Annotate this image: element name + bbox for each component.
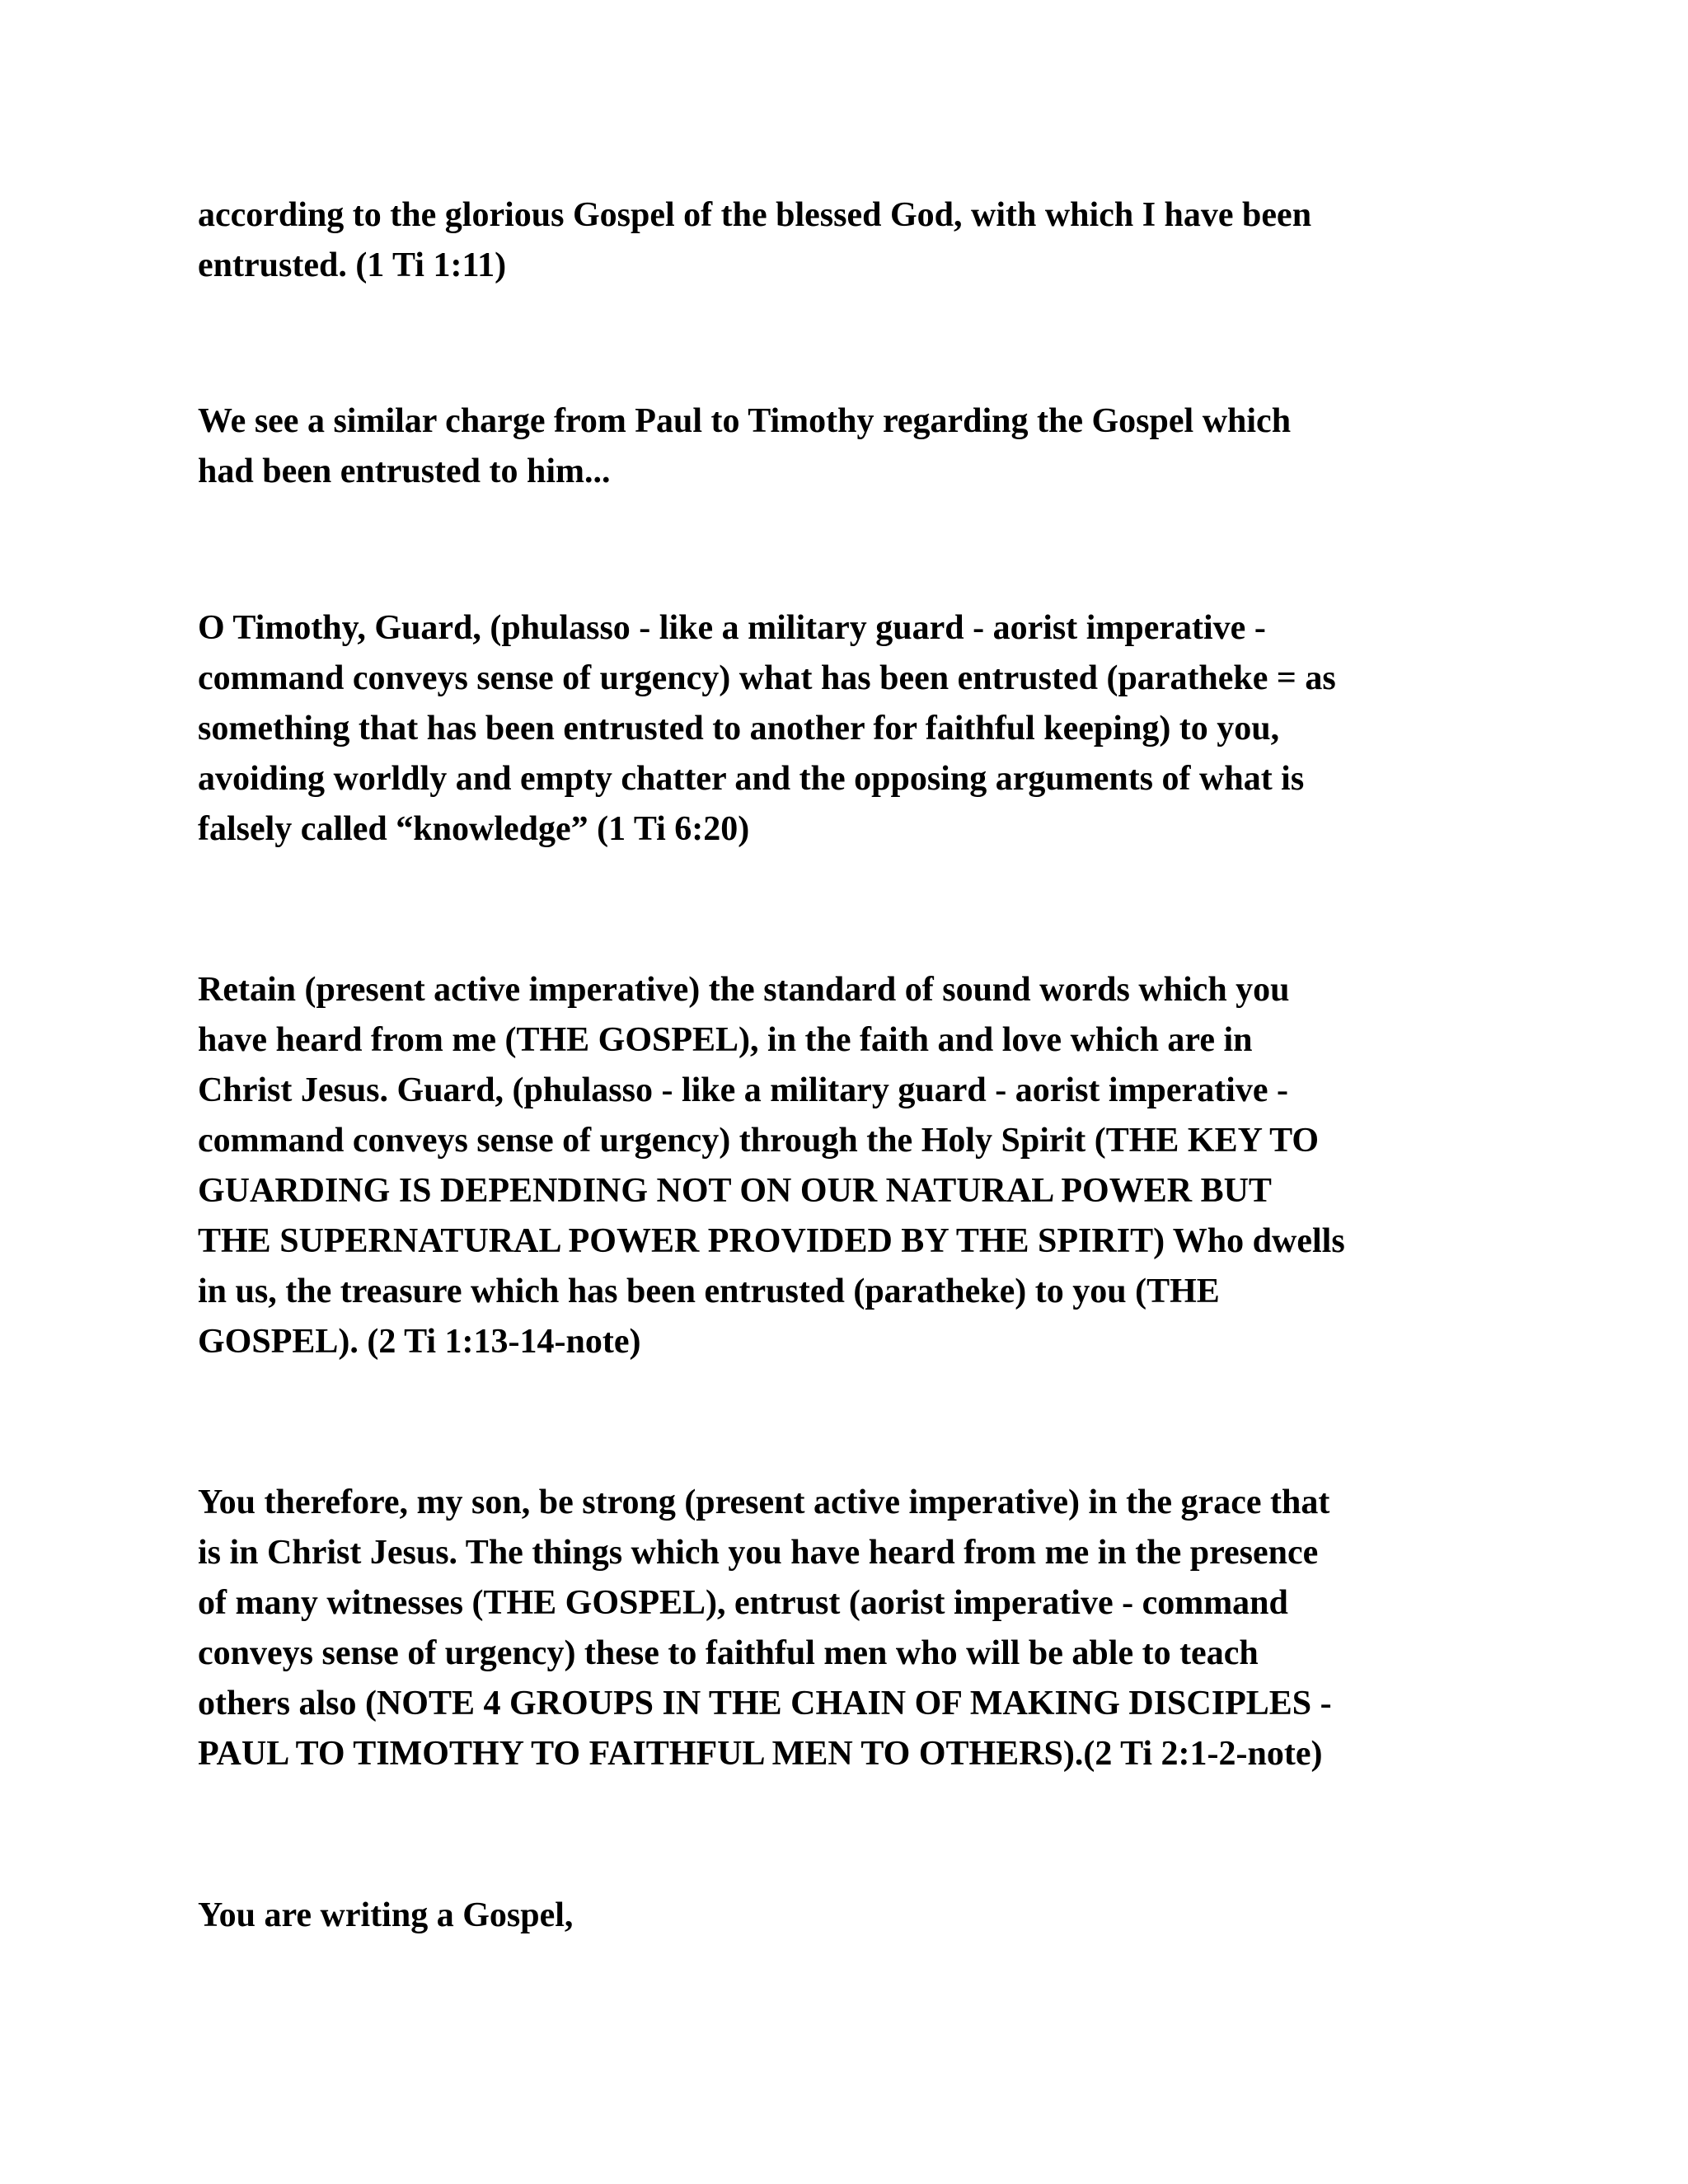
text-line: is in Christ Jesus. The things which you have heard from me in the presence (198, 1534, 1319, 1572)
text-line: You therefore, my son, be strong (present active imperative) in the grace that (198, 1483, 1330, 1521)
text-line: command conveys sense of urgency) through the Holy Spirit (THE KEY TO (198, 1122, 1320, 1160)
text-line: PAUL TO TIMOTHY TO FAITHFUL MEN TO OTHERS).(2 Ti 2:1-2-note) (198, 1735, 1323, 1773)
paragraph-similar-charge (198, 396, 1500, 497)
text-line: falsely called “knowledge” (1 Ti 6:20) (198, 810, 750, 848)
paragraph-writing-a-gospel (198, 1891, 1500, 1941)
text-line: GUARDING IS DEPENDING NOT ON OUR NATURAL POWER BUT (198, 1172, 1272, 1210)
text-line: avoiding worldly and empty chatter and the opposing arguments of what is (198, 760, 1305, 798)
text-line: according to the glorious Gospel of the blessed God, with which I have been (198, 196, 1312, 234)
text-line: command conveys sense of urgency) what has been entrusted (paratheke = as (198, 659, 1336, 697)
text-line: THE SUPERNATURAL POWER PROVIDED BY THE SPIRIT) Who dwells (198, 1222, 1345, 1260)
text-line: O Timothy, Guard, (phulasso - like a military guard - aorist imperative - (198, 609, 1266, 647)
text-line: of many witnesses (THE GOSPEL), entrust (aorist imperative - command (198, 1584, 1288, 1622)
text-line: have heard from me (THE GOSPEL), in the faith and love which are in (198, 1021, 1253, 1059)
text-line: You are writing a Gospel, (198, 1896, 574, 1934)
paragraph-2-timothy-1-13-14 (198, 965, 1500, 1367)
paragraph-1-timothy-1-11 (198, 190, 1500, 291)
paragraph-2-timothy-2-1-2 (198, 1478, 1500, 1779)
text-line: GOSPEL). (2 Ti 1:13-14-note) (198, 1323, 641, 1361)
text-line: had been entrusted to him... (198, 452, 611, 490)
paragraph-1-timothy-6-20 (198, 603, 1500, 855)
text-line: others also (NOTE 4 GROUPS IN THE CHAIN OF MAKING DISCIPLES - (198, 1685, 1332, 1722)
text-line: Christ Jesus. Guard, (phulasso - like a military guard - aorist imperative - (198, 1071, 1288, 1109)
text-line: something that has been entrusted to another for faithful keeping) to you, (198, 710, 1280, 748)
text-line: entrusted. (1 Ti 1:11) (198, 246, 507, 284)
text-line: We see a similar charge from Paul to Timothy regarding the Gospel which (198, 402, 1292, 440)
text-line: conveys sense of urgency) these to faithful men who will be able to teach (198, 1634, 1259, 1672)
text-line: Retain (present active imperative) the standard of sound words which you (198, 971, 1290, 1009)
text-line: in us, the treasure which has been entrusted (paratheke) to you (THE (198, 1272, 1220, 1310)
